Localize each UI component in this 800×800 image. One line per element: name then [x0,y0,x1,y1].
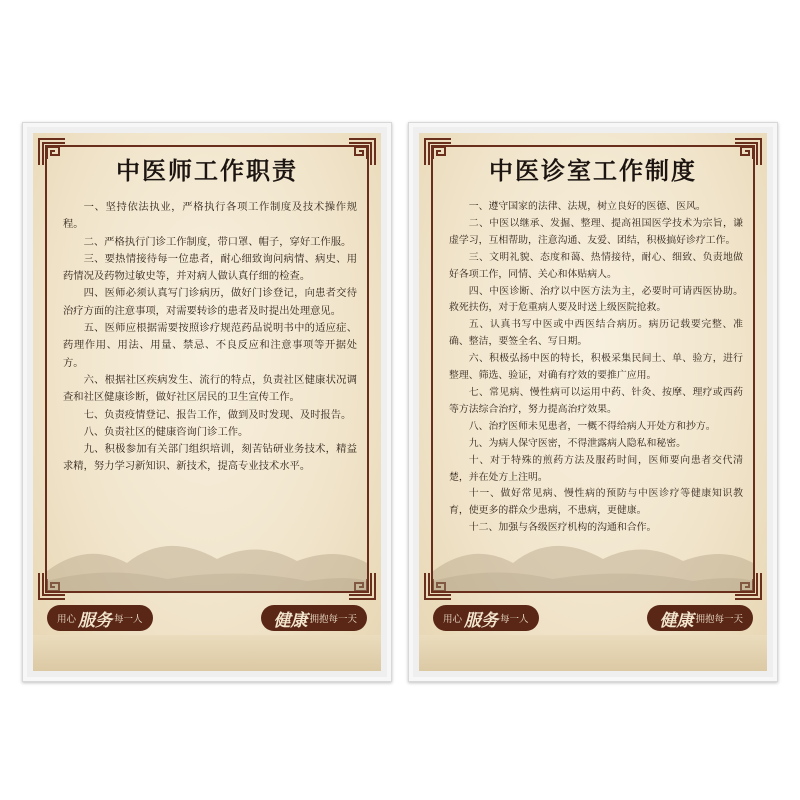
slogan-big: 服务 [78,610,113,631]
slogan-post: 每一人 [500,614,529,625]
duty-paragraph: 四、医师必须认真写门诊病历，做好门诊登记，向患者交待治疗方面的注意事项，对需要转诊的患者及时提出处理意见。 [63,287,357,317]
rule-paragraph: 十一、做好常见病、慢性病的预防与中医诊疗等健康知识教育，使更多的群众少患病，不患病，更健康。 [449,488,743,517]
slogan-service [433,605,539,631]
poster-frame-right [408,122,778,682]
rule-paragraph: 三、文明礼貌、态度和蔼、热情接待，耐心、细致、负责地做好各项工作，同情、关心和体贴病人。 [449,251,743,280]
rule-paragraph: 八、治疗医师未见患者，一概不得给病人开处方和抄方。 [468,420,716,432]
slogan-big: 服务 [464,610,499,631]
slogan-health [261,605,367,631]
duty-paragraph: 八、负责社区的健康咨询门诊工作。 [83,425,249,438]
slogan-service [47,605,153,631]
rule-paragraph: 五、认真书写中医或中西医结合病历。病历记载要完整、准确、整洁，要签全名、写日期。 [449,319,743,348]
duty-paragraph: 九、积极参加有关部门组织培训，刻苦钻研业务技术，精益求精，努力学习新知识、新技术，提高专业技术水平。 [63,443,357,473]
duty-paragraph: 一、坚持依法执业，严格执行各项工作制度及技术操作规程。 [63,201,357,231]
duty-paragraph: 二、严格执行门诊工作制度，带口罩、帽子，穿好工作服。 [83,235,352,248]
rule-paragraph: 六、积极弘扬中医的特长，积极采集民间土、单、验方，进行整理、筛选、验证，对确有疗效的要推广应用。 [449,353,743,382]
poster-left [33,133,381,671]
poster-body [63,199,357,476]
duty-paragraph: 三、要热情接待每一位患者，耐心细致询问病情、病史、用药情况及药物过敏史等，并对病人做认真仔细的检查。 [63,252,357,283]
slogan-big: 健康 [273,610,308,631]
rule-paragraph: 七、常见病、慢性病可以运用中药、针灸、按摩、理疗或西药等方法综合治疗，努力提高治疗效果。 [449,386,743,415]
slogan-pre: 用心 [57,614,77,625]
rule-paragraph: 十二、加强与各级医疗机构的沟通和合作。 [468,522,657,534]
rule-paragraph: 九、为病人保守医密，不得泄露病人隐私和秘密。 [468,437,687,449]
slogan-pre: 用心 [443,614,463,625]
poster-frame-left [22,122,392,682]
slogan-health [647,605,753,631]
poster-title: 中医诊室工作制度 [489,157,697,185]
duty-paragraph: 五、医师应根据需要按照诊疗规范药品说明书中的适应症、药理作用、用法、用量、禁忌、不良反应和注意事项等开据处方。 [63,322,357,369]
poster-right [419,133,767,671]
slogan-post: 每一人 [114,614,143,625]
poster-base [33,635,381,671]
duty-paragraph: 七、负责疫情登记、报告工作，做到及时发现、及时报告。 [83,408,352,421]
slogan-post: 拥抱每一天 [309,614,357,625]
rule-paragraph: 四、中医诊断、治疗以中医方法为主，必要时可请西医协助。救死扶伤，对于危重病人要及时送上级医院抢救。 [449,285,743,314]
poster-base [419,635,767,671]
rule-paragraph: 二、中医以继承、发掘、整理、提高祖国医学技术为宗旨，谦虚学习，互相帮助，注意沟通、友爱、团结，积极搞好诊疗工作。 [449,217,743,246]
rule-paragraph: 一、遵守国家的法律、法规，树立良好的医德、医风。 [468,201,706,212]
slogan-post: 拥抱每一天 [695,614,743,625]
slogan-big: 健康 [659,610,694,631]
poster-title: 中医师工作职责 [116,157,298,185]
slogan-bar [47,603,367,633]
poster-body [449,199,743,537]
landscape-painting [47,501,367,591]
duty-paragraph: 六、根据社区疾病发生、流行的特点，负责社区健康状况调查和社区健康诊断，做好社区居民的卫生宣传工作。 [63,373,357,404]
rule-paragraph: 十、对于特殊的煎药方法及服药时间，医师要向患者交代清楚，并在处方上注明。 [449,454,743,483]
slogan-bar [433,603,753,633]
